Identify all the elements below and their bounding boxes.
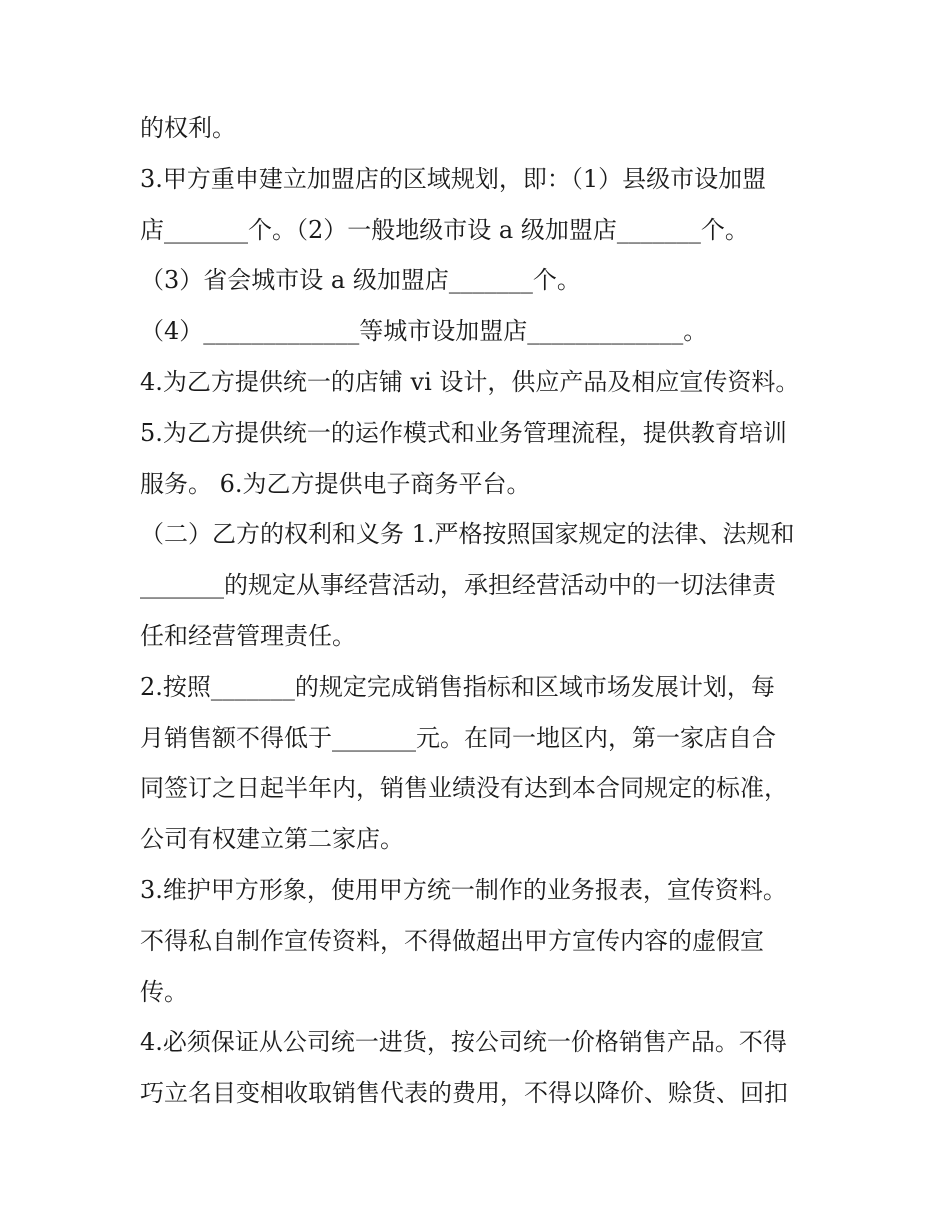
text-line-2: 3.甲方重申建立加盟店的区域规划，即：（1）县级市设加盟	[140, 164, 767, 193]
text-line-14: 同签订之日起半年内，销售业绩没有达到本合同规定的标准，	[140, 774, 788, 803]
text-line-20: 巧立名目变相收取销售代表的费用，不得以降价、赊货、回扣	[140, 1079, 788, 1108]
text-line-10: _______的规定从事经营活动，承担经营活动中的一切法律责	[140, 571, 776, 600]
text-line-11: 任和经营管理责任。	[140, 621, 356, 650]
text-line-7: 5.为乙方提供统一的运作模式和业务管理流程，提供教育培训	[140, 418, 787, 447]
contract-text-block	[140, 103, 830, 1119]
text-line-3: 店_______个。（2）一般地级市设 a 级加盟店_______个。	[140, 215, 749, 244]
text-line-1: 的权利。	[140, 114, 236, 142]
text-line-19: 4.必须保证从公司统一进货，按公司统一价格销售产品。不得	[140, 1028, 787, 1057]
text-line-15: 公司有权建立第二家店。	[140, 825, 404, 854]
text-line-9: （二）乙方的权利和义务 1.严格按照国家规定的法律、法规和	[140, 520, 795, 549]
text-line-5: （4）_____________等城市设加盟店_____________。	[140, 317, 708, 346]
text-line-16: 3.维护甲方形象，使用甲方统一制作的业务报表，宣传资料。	[140, 875, 787, 904]
text-line-18: 传。	[140, 977, 188, 1006]
text-line-4: （3）省会城市设 a 级加盟店_______个。	[140, 266, 581, 295]
text-line-12: 2.按照_______的规定完成销售指标和区域市场发展计划，每	[140, 672, 775, 701]
text-line-8: 服务。 6.为乙方提供电子商务平台。	[140, 469, 531, 498]
text-line-17: 不得私自制作宣传资料，不得做超出甲方宣传内容的虚假宣	[140, 926, 764, 955]
text-line-13: 月销售额不得低于_______元。在同一地区内，第一家店自合	[140, 723, 776, 752]
text-line-6: 4.为乙方提供统一的店铺 vi 设计，供应产品及相应宣传资料。	[140, 367, 800, 396]
